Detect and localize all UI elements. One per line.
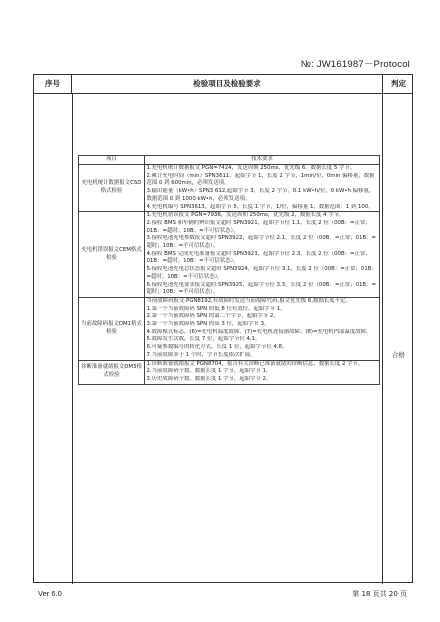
- requirement-line: 3.历史故障码个数，数据长度 1 字节，起始字节 2。: [146, 375, 272, 382]
- row-item-csd: 充电机统计数据报文CSD格式检验: [79, 165, 145, 212]
- document-number: №: JW161987－Protocol: [300, 59, 410, 70]
- requirement-line: 2.当前故障码个数，数据长度 1 字节，起始字节 1。: [146, 368, 272, 375]
- header-verdict: 判定: [382, 75, 414, 93]
- row-requirements-cem: [145, 212, 380, 298]
- requirement-line: 4.充电机编号 SPN3613，起始字节 5，长度 1 字节，1/位，偏移量 1，数据范围：1 到 100。: [146, 203, 374, 210]
- table-row: [79, 212, 380, 298]
- requirement-line: 4.故障模式标志，(6)=充电机温度故障，(7)=充电机连接器故障；(8)=充电机内部温度故障。: [146, 328, 372, 335]
- head-item: 项目: [79, 156, 145, 165]
- row-requirements-dm1: [145, 297, 380, 360]
- requirement-line: 7.当前故障多于 1 个时，字节长度依次扩展。: [146, 351, 256, 358]
- row-requirements-csd: [145, 165, 380, 212]
- verdict-value: 合格: [392, 351, 405, 359]
- requirement-line: 6.接收电池充电要求报文超时 SPN3925，起始字节位 3.3，长度 2 位（00B：=正常；01B：=超时；10B：=不可信状态）。: [146, 281, 377, 296]
- row-requirements-dm3: [145, 360, 380, 384]
- requirement-line: 3.第一个当前故障码 SPN 的高 3 位，起始字节 3。: [146, 321, 270, 328]
- requirement-line: 3.输出能量（kW•h）SPN3 612,起始字节 3，长度 2 字节，0.1 kW•h/位，0 kW•h 偏移量，数据范围 0 到 1000 kW•h，必须发送项。: [146, 188, 375, 202]
- row-item-dm1: 当前故障码报文DM1格式检验: [79, 297, 145, 360]
- requirement-line: 6.可疑参数编号的转化方式，长度 1 位，起始字节位 4.8。: [146, 344, 288, 351]
- table-row: [79, 297, 380, 360]
- requirement-line: 2.第一个当前故障码 SPN 的第二个字节，起始字节 2。: [146, 313, 279, 320]
- header-items: 检验项目及检验要求: [193, 79, 261, 88]
- footer-page-number: 第 18 页共 20 页: [352, 590, 407, 598]
- table-row: [79, 360, 380, 384]
- header-seq: 序号: [34, 75, 72, 93]
- requirement-line: 5.故障发生次数，长度 7 位，起始字节位 4.1。: [146, 336, 261, 343]
- requirement-line: 1.第一个当前故障码 SPN 的低 8 位有效位，起始字节 1。: [146, 305, 286, 312]
- requirement-line: 1.诊断准备就绪报文 PGN8704，报告有关诊断已准备就绪的诊断信息。数据长度 2 字节。: [146, 360, 364, 367]
- requirement-line: 3.接收电池充电参数报文超时 SPN3922，起始字节位 2.1，长度 2 位（00B：=正常；01B：=超时；10B：=不可信状态）。: [146, 235, 377, 250]
- row-item-cem: 充电机错误报文CEM格式检验: [79, 212, 145, 298]
- requirement-line: 1.充电机错误报文 PGN=7936，发送周期 250ms，优先级 2，数据长度 4 字节。: [146, 212, 345, 219]
- requirement-line: 2.累计充电时间（min）SPN3611，起始字节 1，长度 2 字节，1min/位，0min 偏移量，数据范围 0 到 600min，必须发送项。: [146, 172, 375, 187]
- requirement-line: 1.充电机统计数据报文 PGN=7424，发送周期 250ms，优先级 6，数据长度 5 字节。: [146, 165, 356, 171]
- column-divider-left: [72, 93, 73, 584]
- requirement-line: 5.接收电池充电总状态报文超时 SPN3924，起始字节位 3.1，长度 2 位（00B：=正常；01B：=超时；10B：=不可信状态）。: [146, 266, 377, 280]
- row-item-dm3: 诊断准备就绪报文DM3格式检验: [79, 360, 145, 384]
- requirements-table: [78, 155, 380, 385]
- head-requirement: 技术要求: [145, 156, 380, 165]
- requirements-table-head: [79, 156, 380, 165]
- table-row: [79, 165, 380, 212]
- column-divider-right: [382, 93, 383, 584]
- table-header: [34, 75, 412, 94]
- requirement-line: 当前故障码报文 PGN8192,有故障时发送当前故障代码,报文优先级 6,数据长度不定。: [146, 297, 351, 304]
- footer-version: Ver 6.0: [38, 589, 62, 598]
- requirement-line: 4.接收 BMS 完成充电准备报文超时 SPN3923，起始字节位 2.3，长度 2 位（00B：=正常；01B：=超时；10B：=不可信状态）。: [146, 250, 371, 265]
- requirement-line: 2.接收 BMS 和车辆的辨识报文超时 SPN3921，起始字节位 1.1，长度 2 位（00B：=正常；01B：=超时；10B：=不可信状态）。: [146, 219, 371, 234]
